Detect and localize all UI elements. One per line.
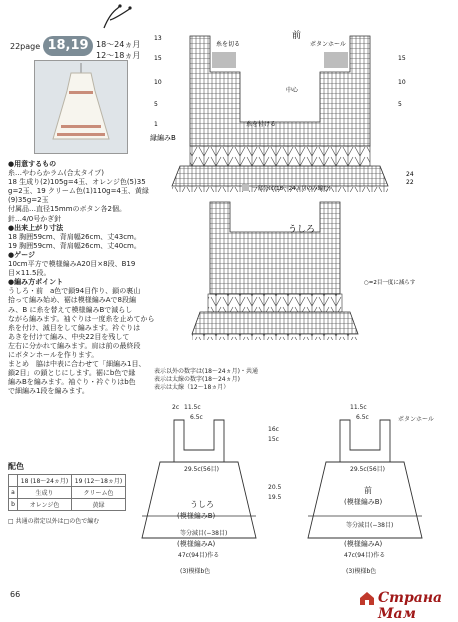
front-chart (172, 36, 388, 192)
points-line: まとめ 脇は中表に合わせて「細編み1目、 (8, 360, 146, 369)
size-line: 18 胸囲59cm、背肩幅26cm、丈43cm。 (8, 232, 141, 241)
materials-line: 18 生成り(2)105g=4玉、オレンジ色(5)35 (8, 178, 146, 187)
back-neck: 6.5c (190, 414, 203, 421)
front-pattern-b: (模様編みB) (344, 498, 383, 506)
row-number: 22 (406, 179, 414, 186)
size-range-a: 18〜24ヵ月 (96, 40, 141, 49)
points-line: 糸を付け、減目をして編みます。衿ぐりは (8, 323, 141, 332)
back-pattern-b: (模様編みB) (177, 512, 216, 520)
front-pattern-a: (模様編みA) (344, 540, 383, 548)
front-schematic (308, 420, 422, 538)
materials-line: (9)35g=2玉 (8, 196, 49, 205)
size-range-b: 12〜18ヵ月 (96, 51, 141, 60)
garment-schematics (140, 400, 440, 590)
points-title: ●編み方ポイント (8, 278, 64, 287)
points-line: 左右に分かれて編みます。肩は前の最終段 (8, 341, 141, 350)
center-label: 中心 (286, 87, 299, 94)
height-label: 15c (268, 436, 279, 443)
legend-common: 表示以外の数字は(18〜24ヵ月)・共通 (154, 368, 258, 375)
height-label: 16c (268, 426, 279, 433)
decrease-note: ○=2目一度に減らす (364, 280, 416, 286)
front-title: 前 (364, 486, 372, 495)
back-pattern-a: (模様編みA) (177, 540, 216, 548)
back-top-width: 11.5c (184, 404, 201, 411)
legend-partial: 一部分は(18〜24ヵ月のみ編む) (252, 186, 331, 192)
points-line: ながら編みます。袖ぐりは一度糸を止めてから (8, 314, 155, 323)
front-width: 29.5c(56目) (350, 466, 385, 473)
legend-bold: 表示は太線（12〜18ヵ月） (154, 384, 230, 391)
dress-photo (34, 60, 128, 154)
materials-line: 針…4/0号かぎ針 (8, 214, 62, 223)
height-label: 19.5 (268, 494, 282, 501)
color-table-title: 配色 (8, 462, 24, 471)
gauge-title: ●ゲージ (8, 250, 35, 259)
page-number: 66 (10, 590, 21, 599)
color-table-note: □ 共通の指定以外は□の色で編む (8, 518, 100, 525)
back-strap: 2c (172, 404, 180, 411)
points-line: 拾って編み始め、裾は模様編みAで8段編 (8, 296, 136, 305)
back-title: うしろ (190, 500, 214, 509)
front-label: 前 (292, 31, 302, 41)
row-number: 10 (398, 79, 406, 86)
materials-title: ●用意するもの (8, 160, 57, 168)
back-chart (192, 202, 358, 340)
row-number: 10 (154, 79, 162, 86)
color-table: 18 (18〜24ヵ月) 19 (12〜18ヵ月) a 生成り クリーム色 b オレンジ色 黄緑 (8, 474, 126, 511)
points-line: にボタンホールを作ります。 (8, 350, 99, 359)
yarn-cut-label: 糸を切る (216, 41, 241, 48)
points-line: で細編み1段を編みます。 (8, 387, 89, 396)
points-line: あきを付けて編み、中央22目を残して (8, 332, 130, 341)
size-title: ●出来上がり寸法 (8, 223, 64, 232)
yarn-sprig-icon (98, 4, 132, 30)
row-number: 13 (154, 35, 162, 42)
gauge-line: 目×11.5段。 (8, 269, 51, 278)
gauge-line: 10cm平方で模様編みA20目×8段、B19 (8, 260, 136, 269)
points-line: うしろ・前 a色で鎖94目作り、鎖の裏山 (8, 287, 141, 296)
height-label: 20.5 (268, 484, 282, 491)
materials-line: g=2玉、19 クリーム色(1)110g=4玉、黄緑 (8, 187, 149, 196)
yarn-attach-label: 糸を付ける (246, 121, 277, 128)
row-number: 5 (398, 101, 402, 108)
size-line: 19 胸囲59cm、背肩幅26cm、丈40cm。 (8, 241, 141, 250)
back-width: 29.5c(56目) (184, 466, 219, 473)
back-bottom-width: 47c(94目)作る (178, 552, 220, 559)
buttonhole-label: ボタンホール (310, 41, 346, 48)
front-edge: (3)模様b色 (346, 568, 377, 575)
materials-line: 付属品…直径15mmのボタン各2個。 (8, 205, 126, 214)
legend-normal: 表示は太線の数字(18〜24ヵ月) (154, 376, 240, 383)
edging-label: 縁編みB (150, 134, 176, 142)
points-line: み、B に糸を替えて模様編みBで減らし (8, 305, 133, 314)
front-top-width: 11.5c (350, 404, 367, 411)
back-even-decrease: 等分減目(−38目) (180, 530, 228, 537)
row-number: 24 (406, 171, 414, 178)
house-icon (358, 590, 376, 606)
row-number: 1 (154, 121, 158, 128)
row-number: 5 (154, 101, 158, 108)
site-watermark: Страна Мам (378, 590, 443, 622)
page-reference: 22page (10, 42, 41, 51)
crochet-chart (150, 26, 440, 396)
front-bottom-width: 47c(94目)作る (344, 552, 386, 559)
points-line: 鎖2目」の鎖とじにします。裾にb色で縁 (8, 369, 136, 378)
front-neck: 6.5c (356, 414, 369, 421)
back-label: うしろ (288, 225, 316, 235)
back-edge: (3)模様b色 (180, 568, 211, 575)
points-line: 編みBを編みます。袖ぐり・衿ぐりはb色 (8, 378, 136, 387)
legend-swatch (242, 184, 249, 191)
row-number: 15 (398, 55, 406, 62)
materials-line: 糸…やわらかラム(合太タイプ) (8, 169, 105, 178)
row-number: 15 (154, 55, 162, 62)
model-number-badge: 18,19 (43, 36, 93, 56)
front-buttonhole: ボタンホール (398, 416, 434, 423)
front-even-decrease: 等分減目(−38目) (346, 522, 394, 529)
